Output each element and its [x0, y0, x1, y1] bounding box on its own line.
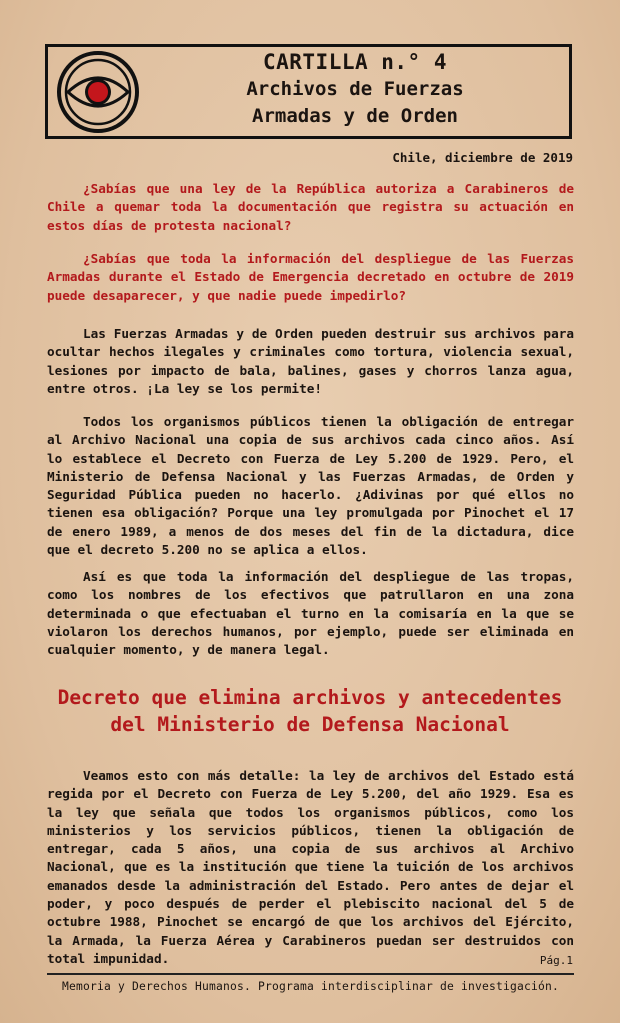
page-subtitle-line-1: Archivos de Fuerzas: [246, 78, 464, 100]
page-subtitle-line-2: Armadas y de Orden: [252, 105, 458, 127]
eye-icon: [56, 50, 140, 134]
footer-divider: [47, 973, 574, 975]
page-title: CARTILLA n.° 4: [262, 50, 447, 74]
body-paragraph-2: Todos los organismos públicos tienen la obligación de entregar al Archivo Nacional una copia de sus archivos cada cinco años. Así lo establece el Decreto con Fuerza de Ley 5.200 de 1929. Pero, el Ministerio de Defensa Nacional y las Fuerzas Armadas, de Orden y Seguridad Pública pueden no hacerlo. ¿Adivinas por qué ellos no tienen esa obligación? Porque una ley promulgada por Pinochet el 17 de enero 1989, a menos de dos meses del fin de la dictadura, dice que el decreto 5.200 no se aplica a ellos.: [47, 414, 574, 558]
section-heading-line-1: Decreto que elimina archivos y antecedentes: [57, 686, 563, 709]
question-paragraph-2: ¿Sabías que toda la información del despliegue de las Fuerzas Armadas durante el Estado de Emergencia decretado en octubre de 2019 puede desaparecer, y que nadie puede impedirlo?: [47, 251, 574, 303]
question-paragraph-1: ¿Sabías que una ley de la República autoriza a Carabineros de Chile a quemar toda la documentación que registra su actuación en estos días de protesta nacional?: [47, 181, 574, 233]
body-paragraph-3: Así es que toda la información del despliegue de las tropas, como los nombres de los efectivos que patrullaron en una zona determinada o que efectuaban el turno en la comisaría en la que se violaron los derechos humanos, por ejemplo, puede ser eliminada en cualquier momento, y de manera legal.: [47, 569, 574, 658]
section-heading: [40, 684, 580, 738]
section-body-paragraph: Veamos esto con más detalle: la ley de archivos del Estado está regida por el Decreto con Fuerza de Ley 5.200, del año 1929. Esa es la ley que señala que todos los organismos públicos, como los ministerios y los servicios públicos, tienen la obligación de entregar, cada 5 años, una copia de sus archivos al Archivo Nacional, que es la institución que tiene la tuición de los archivos emanados desde la administración del Estado. Pero antes de dejar el poder, y poco después de perder el plebiscito nacional del 5 de octubre 1988, Pinochet se encargó de que los archivos del Ejército, la Armada, la Fuerza Aérea y Carabineros puedan ser destruidos con total impunidad.: [47, 768, 574, 966]
section-heading-line-2: del Ministerio de Defensa Nacional: [110, 713, 510, 736]
footer-text: Memoria y Derechos Humanos. Programa interdisciplinar de investigación.: [61, 980, 560, 993]
header-titles: [150, 48, 560, 130]
document-date: Chile, diciembre de 2019: [392, 150, 573, 165]
page-number: Pág.1: [539, 954, 573, 967]
body-paragraph-1: Las Fuerzas Armadas y de Orden pueden destruir sus archivos para ocultar hechos ilegales y criminales como tortura, violencia sexual, lesiones por impacto de bala, balines, gases y chorros lanza agua, entre otros. ¡La ley se los permite!: [47, 326, 574, 396]
